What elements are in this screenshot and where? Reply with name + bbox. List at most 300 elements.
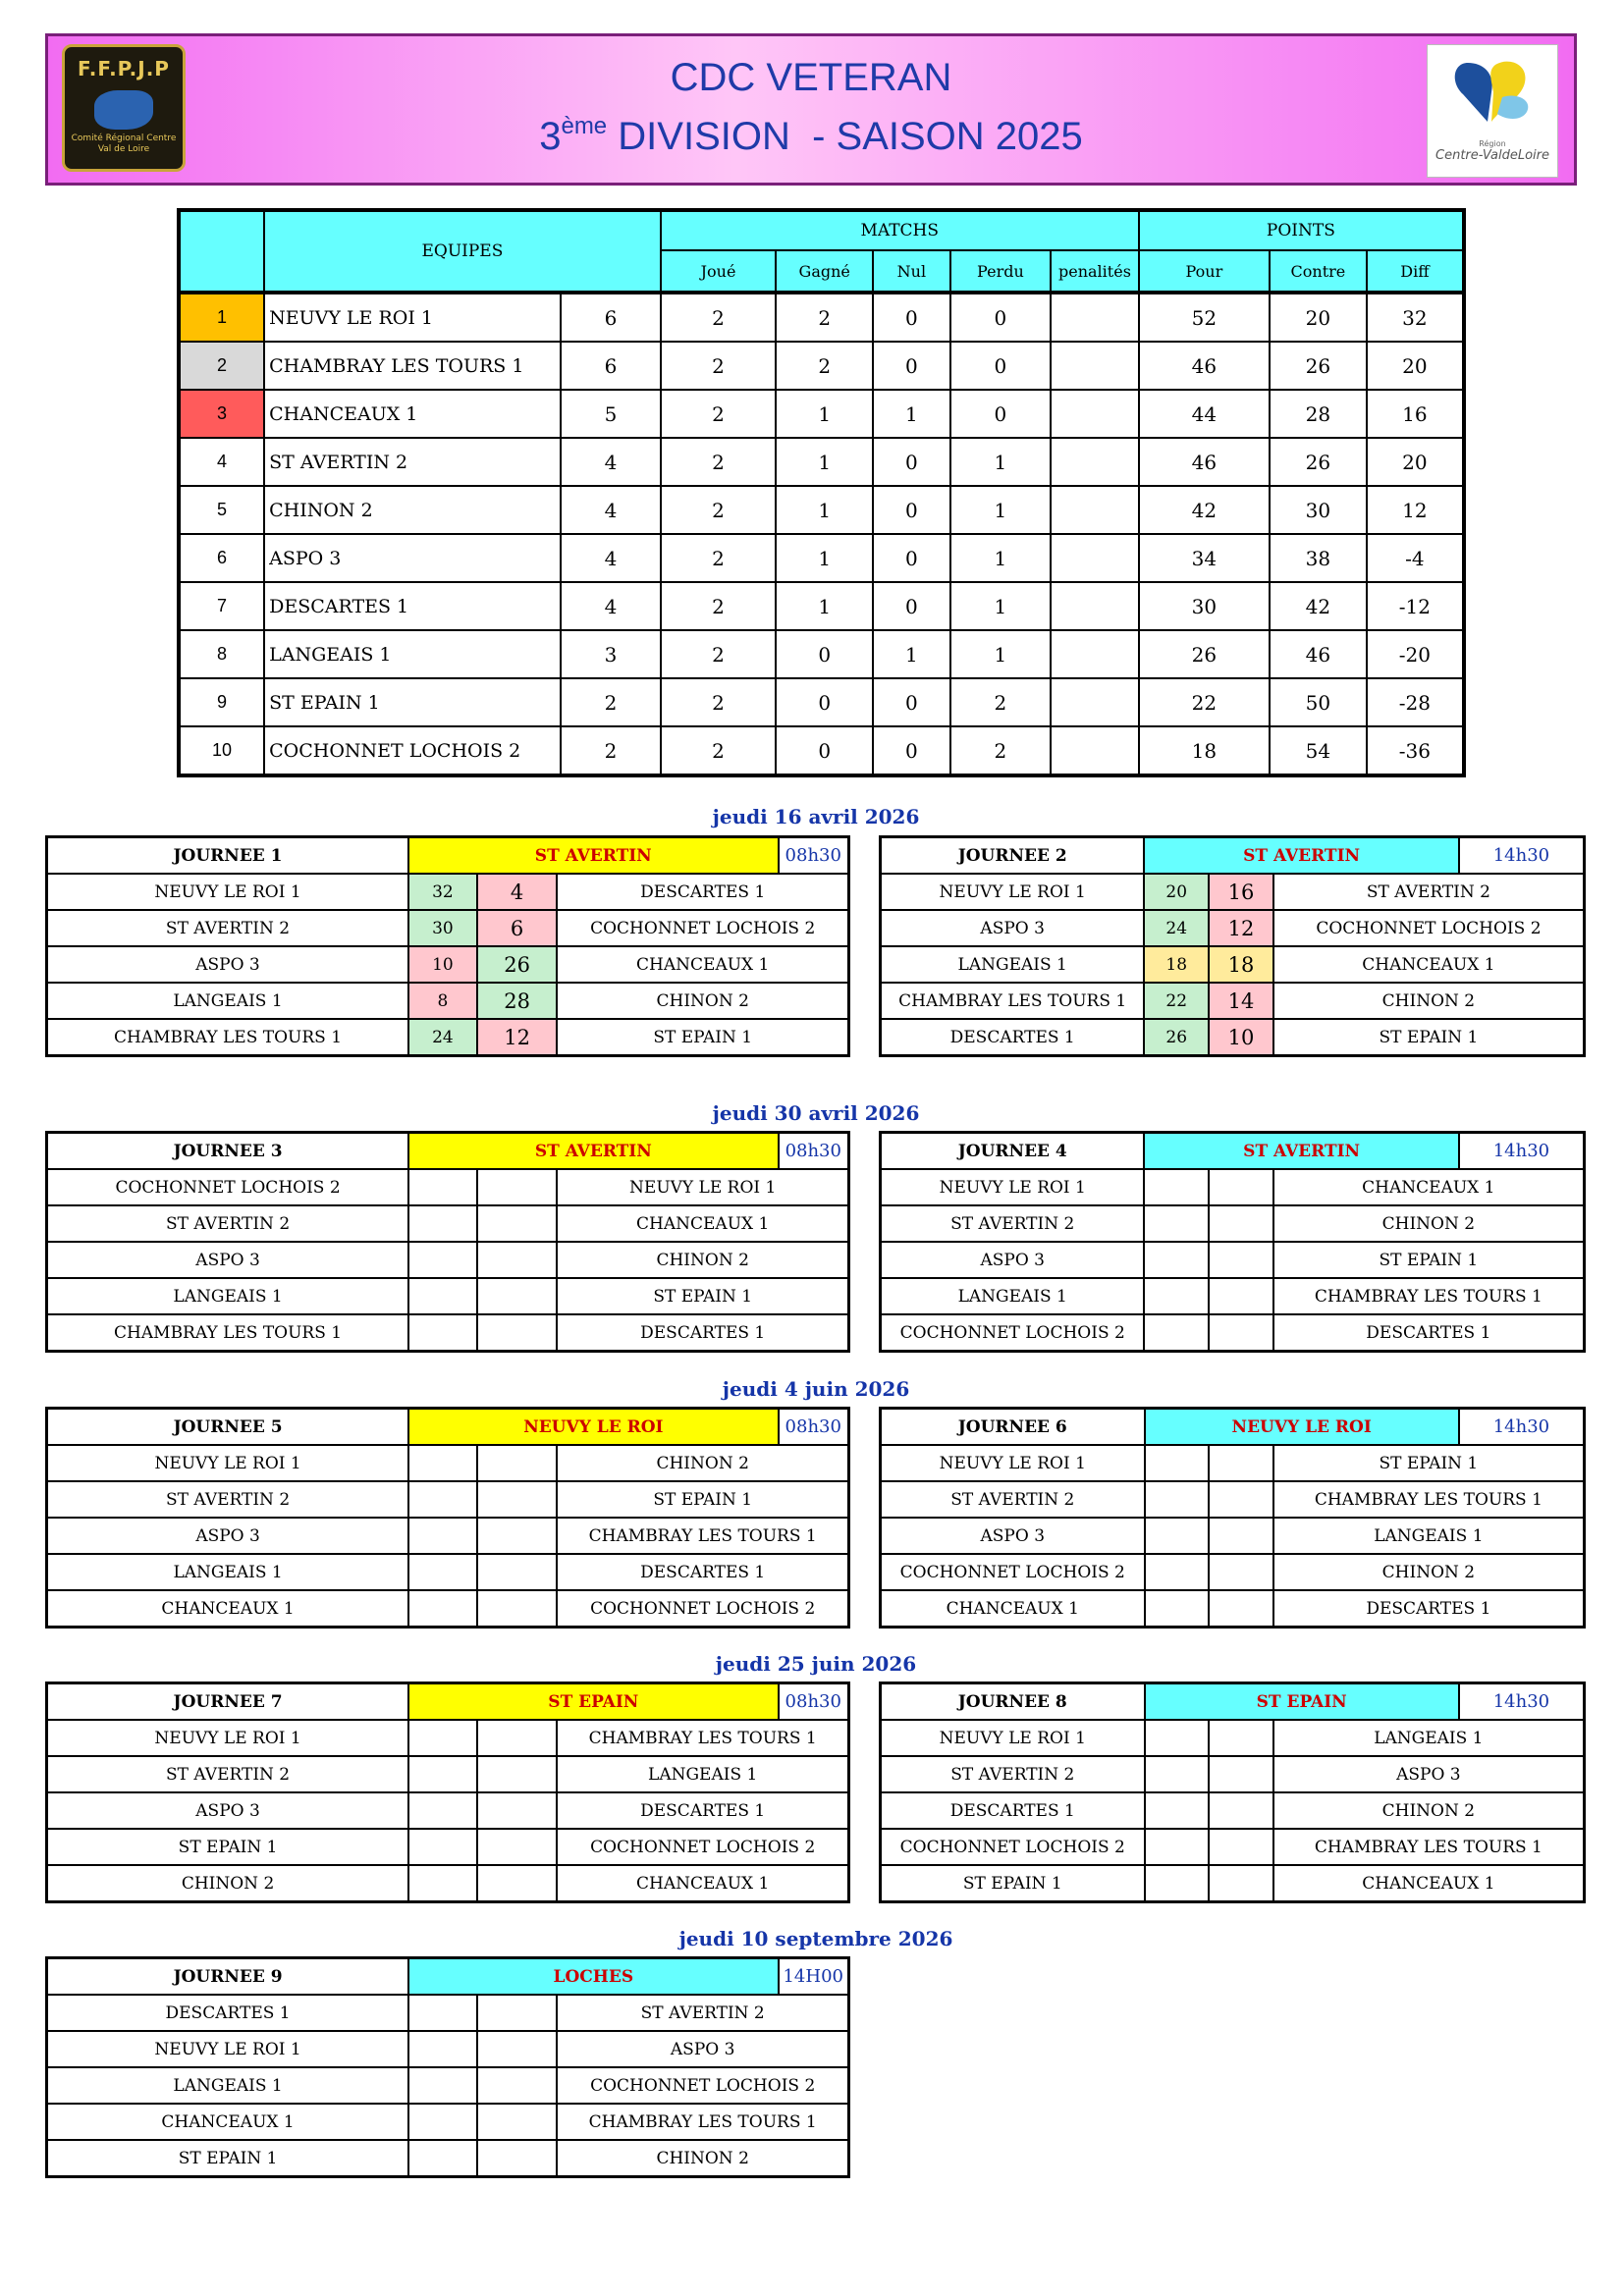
away-team: DESCARTES 1 — [1273, 1314, 1585, 1352]
team-nul: 0 — [873, 486, 950, 534]
region-heart-icon — [1448, 53, 1537, 135]
away-team: ST EPAIN 1 — [1273, 1019, 1585, 1056]
team-contre: 42 — [1270, 582, 1367, 630]
team-gagne: 0 — [776, 630, 873, 678]
standings-row — [179, 390, 1464, 438]
match-row — [881, 1481, 1585, 1518]
col-gagne: Gagné — [776, 250, 873, 293]
team-gagne: 1 — [776, 486, 873, 534]
home-team: NEUVY LE ROI 1 — [47, 2031, 409, 2067]
day-heading: jeudi 10 septembre 2026 — [678, 1927, 953, 1950]
team-pts: 5 — [561, 390, 660, 438]
team-joue: 2 — [661, 438, 777, 486]
journee-venue: ST AVERTIN — [408, 1133, 778, 1170]
home-team: ST EPAIN 1 — [47, 2140, 409, 2177]
home-team: ASPO 3 — [881, 1518, 1145, 1554]
day-heading: jeudi 4 juin 2026 — [722, 1377, 910, 1401]
away-score — [477, 2031, 558, 2067]
away-team: COCHONNET LOCHOIS 2 — [1273, 910, 1585, 946]
match-row — [47, 1019, 849, 1056]
home-team: ST EPAIN 1 — [47, 1829, 409, 1865]
home-score: 18 — [1144, 946, 1209, 983]
standings-row — [179, 342, 1464, 390]
col-joue: Joué — [661, 250, 777, 293]
team-name: CHAMBRAY LES TOURS 1 — [264, 342, 561, 390]
home-score — [408, 1995, 477, 2031]
home-score — [1145, 1481, 1210, 1518]
team-rank: 10 — [179, 726, 264, 775]
team-rank: 5 — [179, 486, 264, 534]
away-score — [1209, 1554, 1273, 1590]
journee-time: 14h30 — [1459, 1683, 1585, 1721]
journee-table — [45, 835, 850, 1057]
match-row — [47, 910, 849, 946]
team-contre: 54 — [1270, 726, 1367, 775]
match-row — [881, 1590, 1585, 1628]
home-score — [408, 1590, 477, 1628]
away-team: CHANCEAUX 1 — [557, 1205, 848, 1242]
away-team: CHAMBRAY LES TOURS 1 — [1273, 1481, 1585, 1518]
team-name: DESCARTES 1 — [264, 582, 561, 630]
home-team: CHANCEAUX 1 — [47, 1590, 409, 1628]
match-row — [47, 1205, 849, 1242]
team-pts: 2 — [561, 678, 660, 726]
team-perdu: 1 — [950, 630, 1051, 678]
home-score: 26 — [1144, 1019, 1209, 1056]
away-team: ST EPAIN 1 — [1273, 1242, 1585, 1278]
region-logo — [1427, 44, 1558, 178]
away-score: 12 — [477, 1019, 558, 1056]
away-team: CHANCEAUX 1 — [1273, 1169, 1585, 1205]
division-suffix: ème — [561, 113, 608, 139]
home-team: LANGEAIS 1 — [47, 983, 409, 1019]
away-score: 28 — [477, 983, 558, 1019]
home-team: ASPO 3 — [47, 946, 409, 983]
away-team: CHINON 2 — [557, 1242, 848, 1278]
away-score — [477, 1792, 558, 1829]
home-team: NEUVY LE ROI 1 — [47, 874, 409, 910]
team-rank: 4 — [179, 438, 264, 486]
team-pen — [1051, 438, 1139, 486]
match-row — [881, 1169, 1585, 1205]
team-name: NEUVY LE ROI 1 — [264, 293, 561, 342]
match-row — [47, 1792, 849, 1829]
home-score: 20 — [1144, 874, 1209, 910]
journee-time: 14h30 — [1459, 837, 1585, 875]
away-score — [1209, 1865, 1273, 1902]
team-perdu: 1 — [950, 486, 1051, 534]
match-row — [881, 1720, 1585, 1756]
match-row — [881, 1756, 1585, 1792]
away-team: CHAMBRAY LES TOURS 1 — [1273, 1278, 1585, 1314]
away-team: ST EPAIN 1 — [557, 1481, 848, 1518]
journee-venue: NEUVY LE ROI — [408, 1409, 778, 1446]
match-row — [47, 1481, 849, 1518]
away-score: 18 — [1209, 946, 1273, 983]
home-score — [408, 1865, 477, 1902]
team-perdu: 2 — [950, 678, 1051, 726]
away-team: CHINON 2 — [557, 2140, 848, 2177]
home-score — [408, 2067, 477, 2104]
team-diff: -28 — [1367, 678, 1464, 726]
home-team: ST AVERTIN 2 — [881, 1481, 1145, 1518]
home-team: ASPO 3 — [47, 1792, 409, 1829]
team-gagne: 1 — [776, 582, 873, 630]
team-contre: 30 — [1270, 486, 1367, 534]
team-nul: 0 — [873, 342, 950, 390]
team-joue: 2 — [661, 293, 777, 342]
match-row — [881, 1242, 1585, 1278]
match-row — [47, 1169, 849, 1205]
match-row — [47, 1278, 849, 1314]
journee-venue: NEUVY LE ROI — [1145, 1409, 1459, 1446]
journee-table — [879, 1682, 1586, 1903]
match-row — [881, 1019, 1585, 1056]
away-team: CHANCEAUX 1 — [557, 1865, 848, 1902]
home-team: NEUVY LE ROI 1 — [881, 874, 1145, 910]
match-row — [47, 1590, 849, 1628]
team-joue: 2 — [661, 582, 777, 630]
away-team: ST EPAIN 1 — [557, 1019, 848, 1056]
team-name: ST EPAIN 1 — [264, 678, 561, 726]
team-pour: 30 — [1139, 582, 1270, 630]
standings-row — [179, 582, 1464, 630]
home-team: LANGEAIS 1 — [47, 1278, 409, 1314]
col-diff: Diff — [1367, 250, 1464, 293]
col-penalites: penalités — [1051, 250, 1139, 293]
team-name: COCHONNET LOCHOIS 2 — [264, 726, 561, 775]
col-nul: Nul — [873, 250, 950, 293]
away-score — [477, 1278, 558, 1314]
home-team: ST AVERTIN 2 — [881, 1205, 1145, 1242]
match-row — [881, 1445, 1585, 1481]
away-team: LANGEAIS 1 — [1273, 1518, 1585, 1554]
team-pour: 26 — [1139, 630, 1270, 678]
away-score — [1209, 1829, 1273, 1865]
match-row — [881, 874, 1585, 910]
away-team: CHINON 2 — [557, 1445, 848, 1481]
ffpjp-logo-text: F.F.P.J.P — [78, 57, 170, 80]
team-nul: 0 — [873, 438, 950, 486]
home-team: LANGEAIS 1 — [47, 1554, 409, 1590]
team-name: LANGEAIS 1 — [264, 630, 561, 678]
journee-table — [879, 835, 1586, 1057]
team-pen — [1051, 582, 1139, 630]
match-row — [47, 2031, 849, 2067]
journee-table — [45, 1956, 850, 2178]
home-score — [1145, 1756, 1210, 1792]
team-pour: 18 — [1139, 726, 1270, 775]
journee-venue: LOCHES — [408, 1958, 778, 1996]
match-row — [47, 1829, 849, 1865]
journee-title: JOURNEE 8 — [881, 1683, 1145, 1721]
away-team: LANGEAIS 1 — [557, 1756, 848, 1792]
away-score — [477, 1756, 558, 1792]
home-score: 8 — [408, 983, 477, 1019]
points-header: POINTS — [1139, 210, 1464, 250]
home-score — [408, 1205, 477, 1242]
away-team: CHANCEAUX 1 — [1273, 1865, 1585, 1902]
home-team: NEUVY LE ROI 1 — [47, 1720, 409, 1756]
home-score — [408, 1169, 477, 1205]
home-team: CHANCEAUX 1 — [47, 2104, 409, 2140]
team-pour: 44 — [1139, 390, 1270, 438]
away-team: CHINON 2 — [1273, 1205, 1585, 1242]
match-row — [47, 2067, 849, 2104]
col-pour: Pour — [1139, 250, 1270, 293]
away-team: COCHONNET LOCHOIS 2 — [557, 1590, 848, 1628]
home-team: DESCARTES 1 — [47, 1995, 409, 2031]
away-team: CHAMBRAY LES TOURS 1 — [557, 1720, 848, 1756]
team-pour: 34 — [1139, 534, 1270, 582]
home-score — [408, 1829, 477, 1865]
day-heading: jeudi 30 avril 2026 — [712, 1101, 920, 1125]
away-score — [477, 1720, 558, 1756]
equipes-header: EQUIPES — [264, 210, 661, 293]
team-gagne: 2 — [776, 342, 873, 390]
team-pour: 22 — [1139, 678, 1270, 726]
page-title: CDC VETERAN — [670, 56, 952, 99]
match-row — [47, 1314, 849, 1352]
region-logo-text: Centre-ValdeLoire — [1435, 148, 1549, 163]
home-team: COCHONNET LOCHOIS 2 — [881, 1314, 1145, 1352]
home-team: ASPO 3 — [881, 1242, 1145, 1278]
away-score — [1209, 1792, 1273, 1829]
team-nul: 0 — [873, 726, 950, 775]
home-score — [1145, 1792, 1210, 1829]
journee-title: JOURNEE 7 — [47, 1683, 409, 1721]
away-score — [1209, 1169, 1273, 1205]
day-heading: jeudi 16 avril 2026 — [712, 805, 920, 828]
standings-row — [179, 438, 1464, 486]
team-pen — [1051, 293, 1139, 342]
away-score: 12 — [1209, 910, 1273, 946]
away-team: ST AVERTIN 2 — [557, 1995, 848, 2031]
home-team: CHINON 2 — [47, 1865, 409, 1902]
home-score — [408, 1481, 477, 1518]
team-pen — [1051, 534, 1139, 582]
away-score — [477, 2067, 558, 2104]
standings-row — [179, 630, 1464, 678]
away-score — [477, 1445, 558, 1481]
home-score — [1144, 1242, 1209, 1278]
team-contre: 26 — [1270, 438, 1367, 486]
journee-venue: ST EPAIN — [1145, 1683, 1459, 1721]
team-contre: 38 — [1270, 534, 1367, 582]
away-score — [477, 1590, 558, 1628]
home-team: ST AVERTIN 2 — [881, 1756, 1145, 1792]
match-row — [47, 2104, 849, 2140]
team-gagne: 1 — [776, 534, 873, 582]
team-pour: 46 — [1139, 438, 1270, 486]
home-score: 24 — [1144, 910, 1209, 946]
journee-time: 14h30 — [1459, 1409, 1585, 1446]
home-score — [1145, 1554, 1210, 1590]
match-row — [47, 1756, 849, 1792]
team-joue: 2 — [661, 630, 777, 678]
journee-venue: ST AVERTIN — [1144, 1133, 1458, 1170]
header-banner — [45, 33, 1577, 186]
team-nul: 1 — [873, 390, 950, 438]
team-name: CHINON 2 — [264, 486, 561, 534]
away-team: ST EPAIN 1 — [557, 1278, 848, 1314]
home-score: 22 — [1144, 983, 1209, 1019]
ffpjp-logo-subtext: Comité Régional Centre Val de Loire — [71, 133, 177, 154]
team-rank: 3 — [179, 390, 264, 438]
match-row — [881, 1278, 1585, 1314]
home-team: ST AVERTIN 2 — [47, 910, 409, 946]
team-joue: 2 — [661, 342, 777, 390]
away-team: CHAMBRAY LES TOURS 1 — [557, 2104, 848, 2140]
journee-venue: ST EPAIN — [408, 1683, 778, 1721]
home-team: ST AVERTIN 2 — [47, 1756, 409, 1792]
team-diff: 20 — [1367, 438, 1464, 486]
away-team: ASPO 3 — [557, 2031, 848, 2067]
away-team: COCHONNET LOCHOIS 2 — [557, 1829, 848, 1865]
away-score — [1209, 1314, 1273, 1352]
match-row — [47, 874, 849, 910]
journee-title: JOURNEE 4 — [881, 1133, 1145, 1170]
away-team: DESCARTES 1 — [557, 1792, 848, 1829]
away-score — [477, 1554, 558, 1590]
home-score: 32 — [408, 874, 477, 910]
match-row — [881, 1314, 1585, 1352]
journee-venue: ST AVERTIN — [1144, 837, 1458, 875]
home-score — [1145, 1829, 1210, 1865]
home-score — [1145, 1445, 1210, 1481]
match-row — [47, 1720, 849, 1756]
standings-row — [179, 534, 1464, 582]
journee-time: 08h30 — [779, 1409, 849, 1446]
away-score: 26 — [477, 946, 558, 983]
team-pen — [1051, 390, 1139, 438]
team-rank: 2 — [179, 342, 264, 390]
team-perdu: 1 — [950, 582, 1051, 630]
team-name: ASPO 3 — [264, 534, 561, 582]
journee-title: JOURNEE 6 — [881, 1409, 1145, 1446]
team-nul: 0 — [873, 293, 950, 342]
away-team: COCHONNET LOCHOIS 2 — [557, 2067, 848, 2104]
home-score: 30 — [408, 910, 477, 946]
team-diff: 20 — [1367, 342, 1464, 390]
away-score — [1209, 1756, 1273, 1792]
division-season: DIVISION - SAISON 2025 — [607, 115, 1083, 158]
home-team: COCHONNET LOCHOIS 2 — [881, 1554, 1145, 1590]
team-pen — [1051, 678, 1139, 726]
match-row — [47, 983, 849, 1019]
match-row — [881, 1792, 1585, 1829]
away-team: CHANCEAUX 1 — [557, 946, 848, 983]
team-gagne: 0 — [776, 678, 873, 726]
away-team: ASPO 3 — [1273, 1756, 1585, 1792]
division-number: 3 — [539, 115, 562, 158]
team-nul: 0 — [873, 678, 950, 726]
away-score — [1209, 1518, 1273, 1554]
team-joue: 2 — [661, 726, 777, 775]
team-pour: 46 — [1139, 342, 1270, 390]
away-score — [477, 1205, 558, 1242]
away-team: ST AVERTIN 2 — [1273, 874, 1585, 910]
team-pts: 4 — [561, 582, 660, 630]
team-diff: -20 — [1367, 630, 1464, 678]
home-score — [408, 2104, 477, 2140]
team-perdu: 1 — [950, 534, 1051, 582]
match-row — [881, 1865, 1585, 1902]
team-pen — [1051, 342, 1139, 390]
journee-time: 14H00 — [779, 1958, 849, 1996]
home-score — [408, 2140, 477, 2177]
away-team: CHINON 2 — [1273, 983, 1585, 1019]
team-pour: 52 — [1139, 293, 1270, 342]
home-team: LANGEAIS 1 — [47, 2067, 409, 2104]
team-perdu: 0 — [950, 390, 1051, 438]
away-team: COCHONNET LOCHOIS 2 — [557, 910, 848, 946]
match-row — [47, 1865, 849, 1902]
team-pts: 4 — [561, 486, 660, 534]
home-team: LANGEAIS 1 — [881, 1278, 1145, 1314]
home-score — [408, 1314, 477, 1352]
away-score — [477, 1865, 558, 1902]
team-name: ST AVERTIN 2 — [264, 438, 561, 486]
match-row — [881, 1829, 1585, 1865]
journee-title: JOURNEE 2 — [881, 837, 1145, 875]
team-contre: 26 — [1270, 342, 1367, 390]
journee-table — [45, 1131, 850, 1353]
team-contre: 50 — [1270, 678, 1367, 726]
away-team: DESCARTES 1 — [557, 874, 848, 910]
journee-title: JOURNEE 1 — [47, 837, 409, 875]
away-team: ST EPAIN 1 — [1273, 1445, 1585, 1481]
team-rank: 6 — [179, 534, 264, 582]
team-name: CHANCEAUX 1 — [264, 390, 561, 438]
away-score — [1209, 1205, 1273, 1242]
home-team: ST EPAIN 1 — [881, 1865, 1145, 1902]
home-team: ASPO 3 — [47, 1518, 409, 1554]
day-heading: jeudi 25 juin 2026 — [715, 1652, 917, 1676]
away-score — [477, 1995, 558, 2031]
home-team: CHAMBRAY LES TOURS 1 — [881, 983, 1145, 1019]
team-pen — [1051, 630, 1139, 678]
col-contre: Contre — [1270, 250, 1367, 293]
away-score — [477, 1169, 558, 1205]
away-team: DESCARTES 1 — [557, 1314, 848, 1352]
col-perdu: Perdu — [950, 250, 1051, 293]
match-row — [47, 1995, 849, 2031]
team-joue: 2 — [661, 678, 777, 726]
team-diff: -12 — [1367, 582, 1464, 630]
home-score — [1144, 1314, 1209, 1352]
away-score — [1209, 1590, 1273, 1628]
team-joue: 2 — [661, 486, 777, 534]
home-team: CHANCEAUX 1 — [881, 1590, 1145, 1628]
home-team: NEUVY LE ROI 1 — [881, 1169, 1145, 1205]
away-score: 10 — [1209, 1019, 1273, 1056]
journee-title: JOURNEE 5 — [47, 1409, 409, 1446]
match-row — [881, 1554, 1585, 1590]
team-diff: -36 — [1367, 726, 1464, 775]
away-team: DESCARTES 1 — [1273, 1590, 1585, 1628]
team-rank: 8 — [179, 630, 264, 678]
team-contre: 20 — [1270, 293, 1367, 342]
team-rank: 9 — [179, 678, 264, 726]
home-score — [1144, 1169, 1209, 1205]
journee-table — [45, 1407, 850, 1629]
match-row — [47, 1445, 849, 1481]
team-contre: 28 — [1270, 390, 1367, 438]
away-score — [1209, 1278, 1273, 1314]
team-nul: 0 — [873, 534, 950, 582]
match-row — [47, 1518, 849, 1554]
